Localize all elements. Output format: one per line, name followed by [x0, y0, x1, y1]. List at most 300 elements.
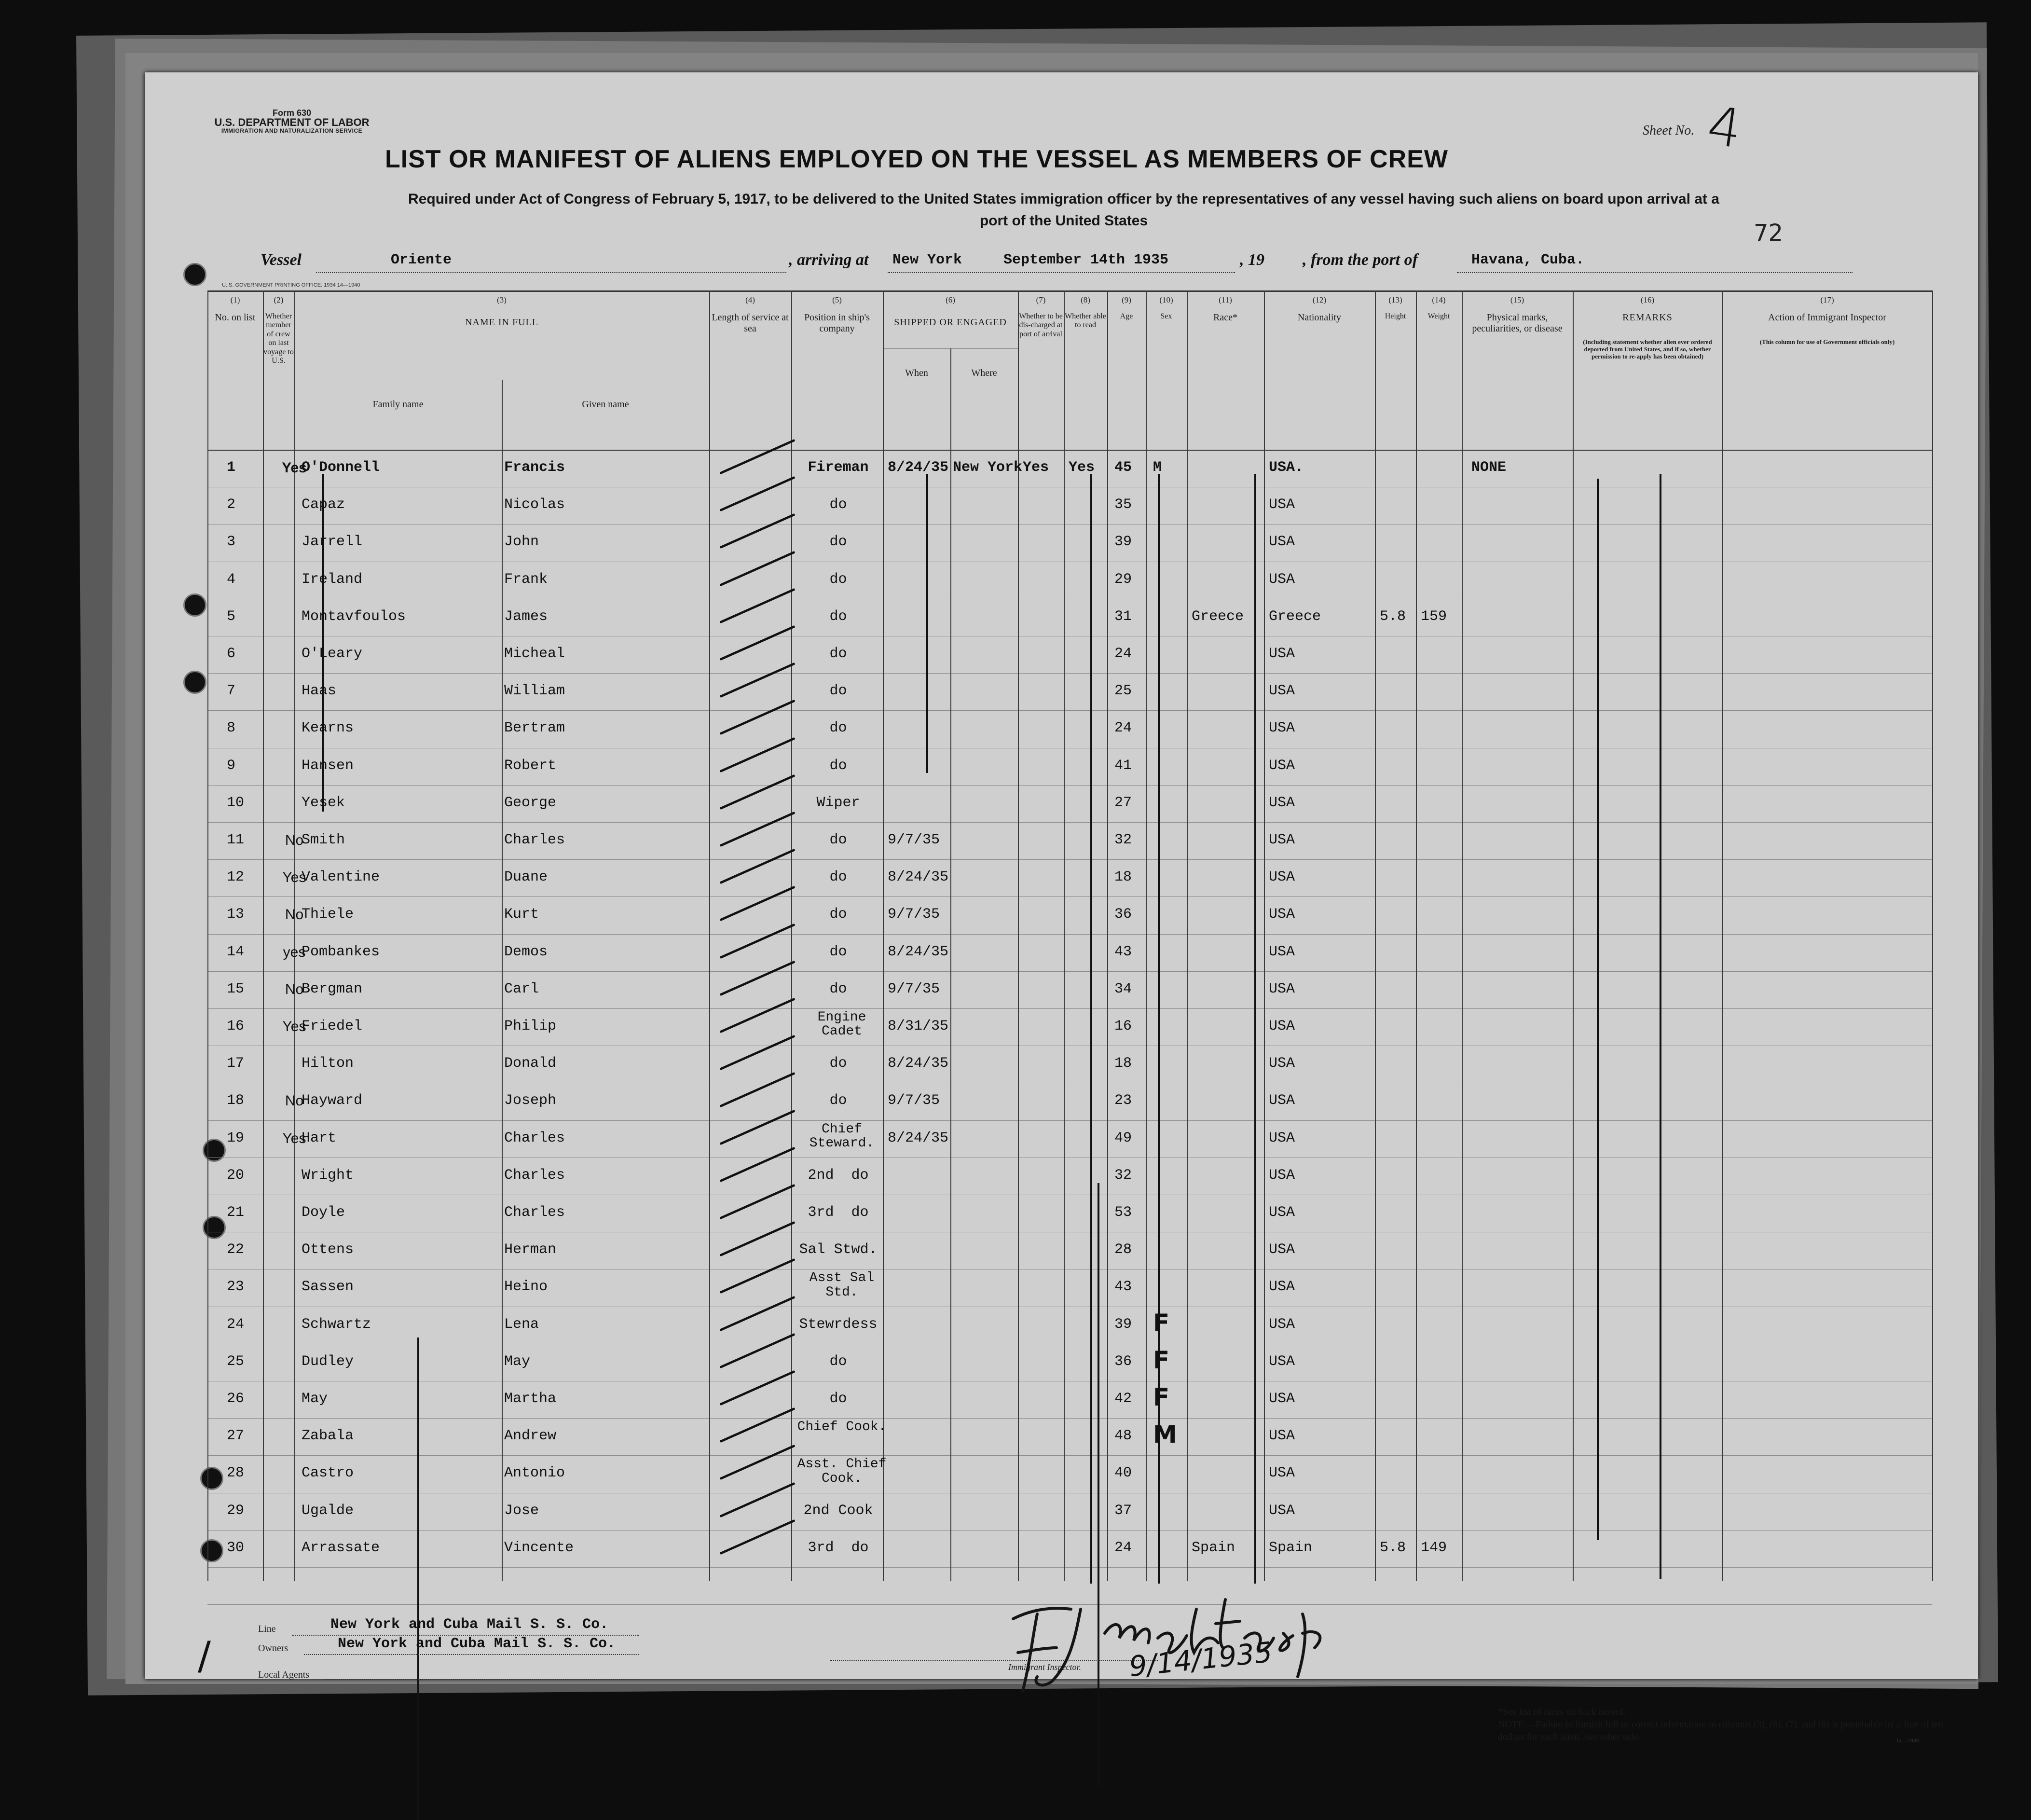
column-number: (8): [1081, 295, 1090, 304]
cell-nationality: USA: [1269, 906, 1295, 923]
column-header: Physical marks, peculiarities, or disease: [1472, 312, 1563, 334]
cell-family: Hart: [302, 1130, 337, 1146]
cell-position: do: [829, 646, 847, 662]
column-header: Action of Immigrant Inspector: [1768, 312, 1886, 323]
cell-age: 43: [1114, 1279, 1132, 1296]
cell-no: 18: [227, 1092, 245, 1109]
cell-family: Bergman: [302, 980, 363, 997]
cell-age: 25: [1114, 683, 1132, 700]
column-number: (17): [1820, 295, 1834, 304]
ditto-line: [1254, 474, 1256, 1584]
cell-position: do: [829, 571, 847, 588]
cell-age: 24: [1114, 720, 1132, 737]
column-number: (11): [1219, 295, 1232, 304]
cell-prev: No: [285, 907, 304, 923]
row-rule: [207, 934, 1932, 935]
cell-nationality: USA: [1269, 832, 1295, 848]
cell-age: 37: [1114, 1502, 1132, 1519]
cell-family: Hayward: [302, 1092, 363, 1109]
cell-no: 10: [227, 794, 245, 811]
cell-no: 14: [227, 943, 245, 960]
cell-age: 48: [1114, 1428, 1132, 1445]
cell-position: do: [829, 534, 847, 551]
cell-given: Philip: [504, 1018, 557, 1034]
cell-read: Yes: [1069, 459, 1095, 476]
column-number: (7): [1036, 295, 1046, 304]
cell-nationality: USA: [1269, 1018, 1295, 1034]
row-rule: [207, 822, 1932, 823]
cell-nationality: USA: [1269, 1353, 1295, 1370]
cell-nationality: USA: [1269, 1502, 1295, 1519]
cell-position: do: [829, 757, 847, 774]
cell-given: Donald: [504, 1055, 557, 1072]
year-label: , 19: [1240, 251, 1264, 269]
cell-sex: M: [1153, 1420, 1177, 1449]
cell-age: 39: [1114, 534, 1132, 551]
cell-age: 41: [1114, 757, 1132, 774]
form-code: 14—1940: [1896, 1737, 1919, 1744]
margin-mark: /: [198, 1633, 211, 1678]
arriving-label: , arriving at: [789, 251, 869, 269]
cell-family: Dudley: [302, 1353, 354, 1370]
cell-when: 8/24/35: [888, 1055, 949, 1072]
column-number: (9): [1122, 295, 1131, 304]
cell-no: 30: [227, 1539, 245, 1556]
ditto-line: [1660, 474, 1661, 1579]
cell-nationality: USA.: [1269, 459, 1304, 476]
cell-family: Smith: [302, 832, 345, 848]
cell-nationality: USA: [1269, 683, 1295, 700]
cell-race: Spain: [1192, 1539, 1235, 1556]
cell-family: O'Leary: [302, 646, 363, 662]
subtitle-line: Required under Act of Congress of February 5, 1917, to be delivered to the United States immigration officer by the representatives of any vessel having such aliens on board upon arrival at a: [408, 191, 1719, 207]
cell-family: Arrassate: [302, 1539, 380, 1556]
ditto-line: [322, 474, 324, 812]
departure-port: Havana, Cuba.: [1471, 252, 1585, 268]
vessel-line: [188, 251, 1925, 280]
service-checkmark: [719, 625, 795, 661]
cell-position: 2nd do: [808, 1167, 869, 1184]
column-number: (12): [1312, 295, 1327, 304]
crew-manifest-table: [207, 290, 1932, 1581]
column-header: Whether member of crew on last voyage to U.S.: [263, 312, 294, 365]
cell-given: William: [504, 683, 565, 700]
vessel-name: Oriente: [391, 252, 452, 268]
from-label: , from the port of: [1303, 251, 1418, 269]
cell-no: 28: [227, 1465, 245, 1482]
cell-given: Duane: [504, 869, 548, 886]
cell-when: 9/7/35: [888, 832, 940, 848]
cell-nationality: USA: [1269, 1279, 1295, 1296]
cell-position: do: [829, 1092, 847, 1109]
arrival-date: September 14th 1935: [1003, 252, 1169, 268]
cell-nationality: USA: [1269, 1391, 1295, 1407]
cell-position: Asst. Chief Cook.: [797, 1457, 887, 1486]
column-rule: [709, 290, 710, 1581]
vessel-label: Vessel: [261, 251, 302, 269]
page-subtitle: [232, 188, 1896, 232]
column-subheader: Where: [971, 368, 997, 378]
cell-age: 32: [1114, 832, 1132, 848]
cell-given: May: [504, 1353, 531, 1370]
service-checkmark: [719, 1333, 795, 1368]
cell-no: 27: [227, 1428, 245, 1445]
underline: [323, 1679, 639, 1680]
row-rule: [207, 1008, 1932, 1009]
service-checkmark: [719, 1109, 795, 1145]
cell-no: 19: [227, 1130, 245, 1146]
cell-when: 9/7/35: [888, 980, 940, 997]
cell-nationality: USA: [1269, 1055, 1295, 1072]
cell-family: Yesek: [302, 794, 345, 811]
column-rule: [1264, 290, 1265, 1581]
service-checkmark: [719, 1258, 795, 1294]
cell-position: do: [829, 980, 847, 997]
cell-age: 24: [1114, 646, 1132, 662]
cell-family: Thiele: [302, 906, 354, 923]
cell-given: Micheal: [504, 646, 565, 662]
cell-given: George: [504, 794, 557, 811]
cell-given: Martha: [504, 1391, 557, 1407]
cell-when: 9/7/35: [888, 906, 940, 923]
ditto-line: [1597, 479, 1599, 1540]
column-rule: [1064, 290, 1065, 1581]
service-checkmark: [719, 1519, 795, 1555]
cell-nationality: USA: [1269, 496, 1295, 513]
column-number: (14): [1432, 295, 1446, 304]
row-rule: [207, 450, 1932, 451]
column-header: NAME IN FULL: [465, 317, 538, 328]
subtitle-line: port of the United States: [979, 213, 1148, 229]
column-header: Whether to be dis-charged at port of arrival: [1019, 312, 1063, 338]
form-number: Form 630: [272, 108, 312, 118]
cell-no: 24: [227, 1316, 245, 1333]
cell-nationality: USA: [1269, 720, 1295, 737]
column-rule: [1722, 290, 1723, 1581]
penalty-note: NOTE.—Failure to furnish full or correct information in columns (3), (6), (7), and (8) is punishable by a fine of ten dollars for each alien. See other side.: [1498, 1719, 1944, 1742]
cell-age: 23: [1114, 1092, 1132, 1109]
cell-given: Joseph: [504, 1092, 557, 1109]
cell-position: do: [829, 869, 847, 886]
cell-family: Hansen: [302, 757, 354, 774]
cell-no: 13: [227, 906, 245, 923]
service-checkmark: [719, 476, 795, 512]
cell-weight: 159: [1421, 608, 1447, 625]
underline: [888, 272, 1235, 273]
cell-no: 16: [227, 1018, 245, 1034]
cell-family: Capaz: [302, 496, 345, 513]
column-number: (13): [1388, 295, 1402, 304]
cell-nationality: USA: [1269, 1316, 1295, 1333]
row-rule: [207, 1567, 1932, 1568]
cell-no: 7: [227, 683, 236, 700]
column-subheader: When: [905, 368, 928, 378]
column-number: (4): [745, 295, 755, 304]
service-checkmark: [719, 513, 795, 549]
cell-nationality: USA: [1269, 534, 1295, 551]
cell-nationality: USA: [1269, 1428, 1295, 1445]
cell-no: 8: [227, 720, 236, 737]
column-header: Height: [1385, 312, 1406, 320]
column-rule: [207, 290, 208, 1581]
cell-age: 18: [1114, 869, 1132, 886]
column-rule: [1107, 290, 1108, 1581]
cell-given: Charles: [504, 832, 565, 848]
column-header: Position in ship's company: [804, 312, 870, 334]
cell-given: Bertram: [504, 720, 565, 737]
cell-prev: No: [285, 1093, 304, 1109]
column-rule: [294, 290, 295, 1581]
column-header: Weight: [1427, 312, 1450, 320]
cell-where: New York: [953, 459, 1023, 476]
cell-family: O'Donnell: [302, 459, 380, 476]
cell-given: John: [504, 534, 539, 551]
cell-position: do: [829, 608, 847, 625]
cell-prev: Yes: [282, 1019, 306, 1034]
column-subheader: Family name: [372, 399, 424, 410]
cell-age: 16: [1114, 1018, 1132, 1034]
cell-given: Demos: [504, 943, 548, 960]
cell-family: Haas: [302, 683, 337, 700]
cell-no: 2: [227, 496, 236, 513]
cell-given: Robert: [504, 757, 557, 774]
cell-given: Carl: [504, 980, 539, 997]
service-checkmark: [719, 1370, 795, 1406]
service-checkmark: [719, 998, 795, 1034]
column-rule: [1375, 290, 1376, 1581]
form-identifier: [205, 109, 379, 134]
column-subheader: (Including statement whether alien ever ordered deported from United States, and if so, whether permission to re-apply has been obtained): [1583, 338, 1712, 360]
cell-nationality: USA: [1269, 1465, 1295, 1482]
service-name: IMMIGRATION AND NATURALIZATION SERVICE: [221, 127, 363, 134]
binding-hole: [183, 593, 206, 617]
cell-prev: No: [285, 981, 304, 997]
column-header: Sex: [1160, 312, 1172, 320]
cell-age: 31: [1114, 608, 1132, 625]
cell-prev: No: [285, 832, 304, 848]
cell-discharged: Yes: [1023, 459, 1049, 476]
cell-position: do: [829, 496, 847, 513]
cell-no: 25: [227, 1353, 245, 1370]
ditto-line: [417, 1337, 419, 1820]
column-subheader: (This column for use of Government officials only): [1759, 338, 1895, 345]
table-top-rule: [207, 290, 1932, 292]
column-rule: [1146, 290, 1147, 1581]
column-rule: [883, 290, 884, 1581]
cell-given: Lena: [504, 1316, 539, 1333]
cell-when: 9/7/35: [888, 1092, 940, 1109]
cell-given: Nicolas: [504, 496, 565, 513]
cell-position: 2nd Cook: [803, 1502, 873, 1519]
cell-prev: yes: [283, 944, 306, 960]
cell-prev: Yes: [282, 869, 306, 886]
cell-age: 39: [1114, 1316, 1132, 1333]
cell-age: 36: [1114, 1353, 1132, 1370]
cell-age: 29: [1114, 571, 1132, 588]
agents-label: Local Agents: [258, 1669, 310, 1680]
cell-nationality: USA: [1269, 1092, 1295, 1109]
cell-family: May: [302, 1391, 328, 1407]
column-number: (6): [946, 295, 955, 304]
service-checkmark: [719, 774, 795, 810]
sheet-number: 4: [1703, 94, 1746, 161]
column-rule: [502, 380, 503, 1581]
column-rule: [950, 348, 951, 1581]
cell-family: Wright: [302, 1167, 354, 1184]
owners-value: New York and Cuba Mail S. S. Co.: [338, 1636, 616, 1652]
cell-position: do: [829, 906, 847, 923]
service-checkmark: [719, 700, 795, 735]
cell-family: Jarrell: [302, 534, 363, 551]
column-rule: [1416, 290, 1417, 1581]
column-rule: [1932, 290, 1933, 1581]
column-number: (3): [497, 295, 507, 304]
cell-nationality: USA: [1269, 757, 1295, 774]
cell-position: do: [829, 1055, 847, 1072]
page-title: LIST OR MANIFEST OF ALIENS EMPLOYED ON THE VESSEL AS MEMBERS OF CREW: [385, 145, 1448, 173]
cell-given: Vincente: [504, 1539, 574, 1556]
service-checkmark: [719, 662, 795, 698]
cell-age: 34: [1114, 980, 1132, 997]
cell-given: Andrew: [504, 1428, 557, 1445]
column-rule: [1573, 290, 1574, 1581]
cell-family: Valentine: [302, 869, 380, 886]
column-number: (16): [1640, 295, 1655, 304]
row-rule: [207, 673, 1932, 674]
row-rule: [207, 896, 1932, 897]
column-subheader: Given name: [582, 399, 629, 410]
stamp-number: 72: [1754, 220, 1784, 247]
arrival-port: New York: [892, 252, 962, 268]
manifest-page: [145, 72, 1978, 1744]
underline: [304, 1654, 639, 1655]
cell-position: do: [829, 832, 847, 848]
cell-no: 23: [227, 1279, 245, 1296]
signature-date: 9/14/1935: [1127, 1635, 1274, 1683]
row-rule: [207, 1120, 1932, 1121]
cell-no: 1: [227, 459, 236, 476]
cell-given: James: [504, 608, 548, 625]
cell-position: do: [829, 1391, 847, 1407]
column-number: (10): [1159, 295, 1173, 304]
cell-position: 3rd do: [808, 1539, 869, 1556]
cell-no: 4: [227, 571, 236, 588]
ditto-line: [926, 474, 928, 773]
cell-position: Wiper: [816, 794, 860, 811]
service-checkmark: [719, 1035, 795, 1071]
column-header: SHIPPED OR ENGAGED: [894, 317, 1007, 328]
cell-position: Chief Cook.: [797, 1420, 887, 1435]
column-header: No. on list: [215, 312, 256, 323]
cell-given: Frank: [504, 571, 548, 588]
cell-family: Montavfoulos: [302, 608, 406, 625]
service-checkmark: [719, 812, 795, 847]
cell-age: 28: [1114, 1241, 1132, 1258]
cell-family: Friedel: [302, 1018, 363, 1034]
cell-family: Ottens: [302, 1241, 354, 1258]
row-rule: [207, 710, 1932, 711]
cell-no: 5: [227, 608, 236, 625]
cell-position: do: [829, 1353, 847, 1370]
cell-marks: NONE: [1471, 459, 1507, 476]
cell-sex: M: [1153, 459, 1162, 476]
row-rule: [207, 785, 1932, 786]
cell-age: 18: [1114, 1055, 1132, 1072]
cell-given: Kurt: [504, 906, 539, 923]
cell-nationality: USA: [1269, 1167, 1295, 1184]
cell-family: Sassen: [302, 1279, 354, 1296]
cell-position: Asst Sal Std.: [809, 1270, 875, 1300]
cell-given: Charles: [504, 1167, 565, 1184]
column-header: Whether able to read: [1065, 312, 1106, 330]
cell-age: 45: [1114, 459, 1132, 476]
cell-nationality: Greece: [1269, 608, 1321, 625]
cell-nationality: USA: [1269, 869, 1295, 886]
race-note: *See list of races on back hereof.: [1498, 1707, 1626, 1717]
cell-position: Chief Steward.: [809, 1121, 875, 1151]
cell-nationality: USA: [1269, 1204, 1295, 1221]
cell-no: 21: [227, 1204, 245, 1221]
cell-given: Heino: [504, 1279, 548, 1296]
cell-nationality: USA: [1269, 943, 1295, 960]
cell-when: 8/24/35: [888, 943, 949, 960]
cell-sex: F: [1153, 1383, 1170, 1411]
cell-prev: Yes: [282, 460, 307, 476]
row-rule: [207, 1418, 1932, 1419]
owners-label: Owners: [258, 1643, 288, 1654]
department-name: U.S. DEPARTMENT OF LABOR: [214, 116, 370, 128]
cell-prev: Yes: [282, 1130, 306, 1146]
service-checkmark: [719, 849, 795, 884]
cell-age: 42: [1114, 1391, 1132, 1407]
cell-no: 6: [227, 646, 236, 662]
cell-family: Kearns: [302, 720, 354, 737]
cell-when: 8/31/35: [888, 1018, 949, 1034]
service-checkmark: [719, 588, 795, 623]
column-number: (2): [274, 295, 284, 304]
row-rule: [207, 859, 1932, 860]
cell-when: 8/24/35: [888, 1130, 949, 1146]
cell-age: 35: [1114, 496, 1132, 513]
column-number: (15): [1510, 295, 1524, 304]
cell-race: Greece: [1192, 608, 1244, 625]
cell-age: 40: [1114, 1465, 1132, 1482]
cell-nationality: USA: [1269, 646, 1295, 662]
cell-family: Schwartz: [302, 1316, 371, 1333]
cell-nationality: USA: [1269, 794, 1295, 811]
service-checkmark: [719, 1407, 795, 1443]
printer-line: U. S. GOVERNMENT PRINTING OFFICE: 1934 14—1940: [222, 282, 360, 288]
underline: [1457, 272, 1853, 273]
ditto-line: [1158, 474, 1160, 1584]
service-checkmark: [719, 439, 795, 475]
cell-given: Francis: [504, 459, 565, 476]
cell-given: Jose: [504, 1502, 539, 1519]
cell-height: 5.8: [1380, 608, 1406, 625]
cell-family: Pombankes: [302, 943, 380, 960]
cell-family: Zabala: [302, 1428, 354, 1445]
cell-age: 24: [1114, 1539, 1132, 1556]
line-label: Line: [258, 1624, 276, 1634]
cell-no: 9: [227, 757, 236, 774]
cell-age: 49: [1114, 1130, 1132, 1146]
cell-nationality: Spain: [1269, 1539, 1313, 1556]
cell-given: Antonio: [504, 1465, 565, 1482]
column-header: Nationality: [1298, 312, 1341, 323]
cell-nationality: USA: [1269, 980, 1295, 997]
cell-when: 8/24/35: [888, 459, 949, 476]
ditto-line: [1090, 474, 1092, 1584]
